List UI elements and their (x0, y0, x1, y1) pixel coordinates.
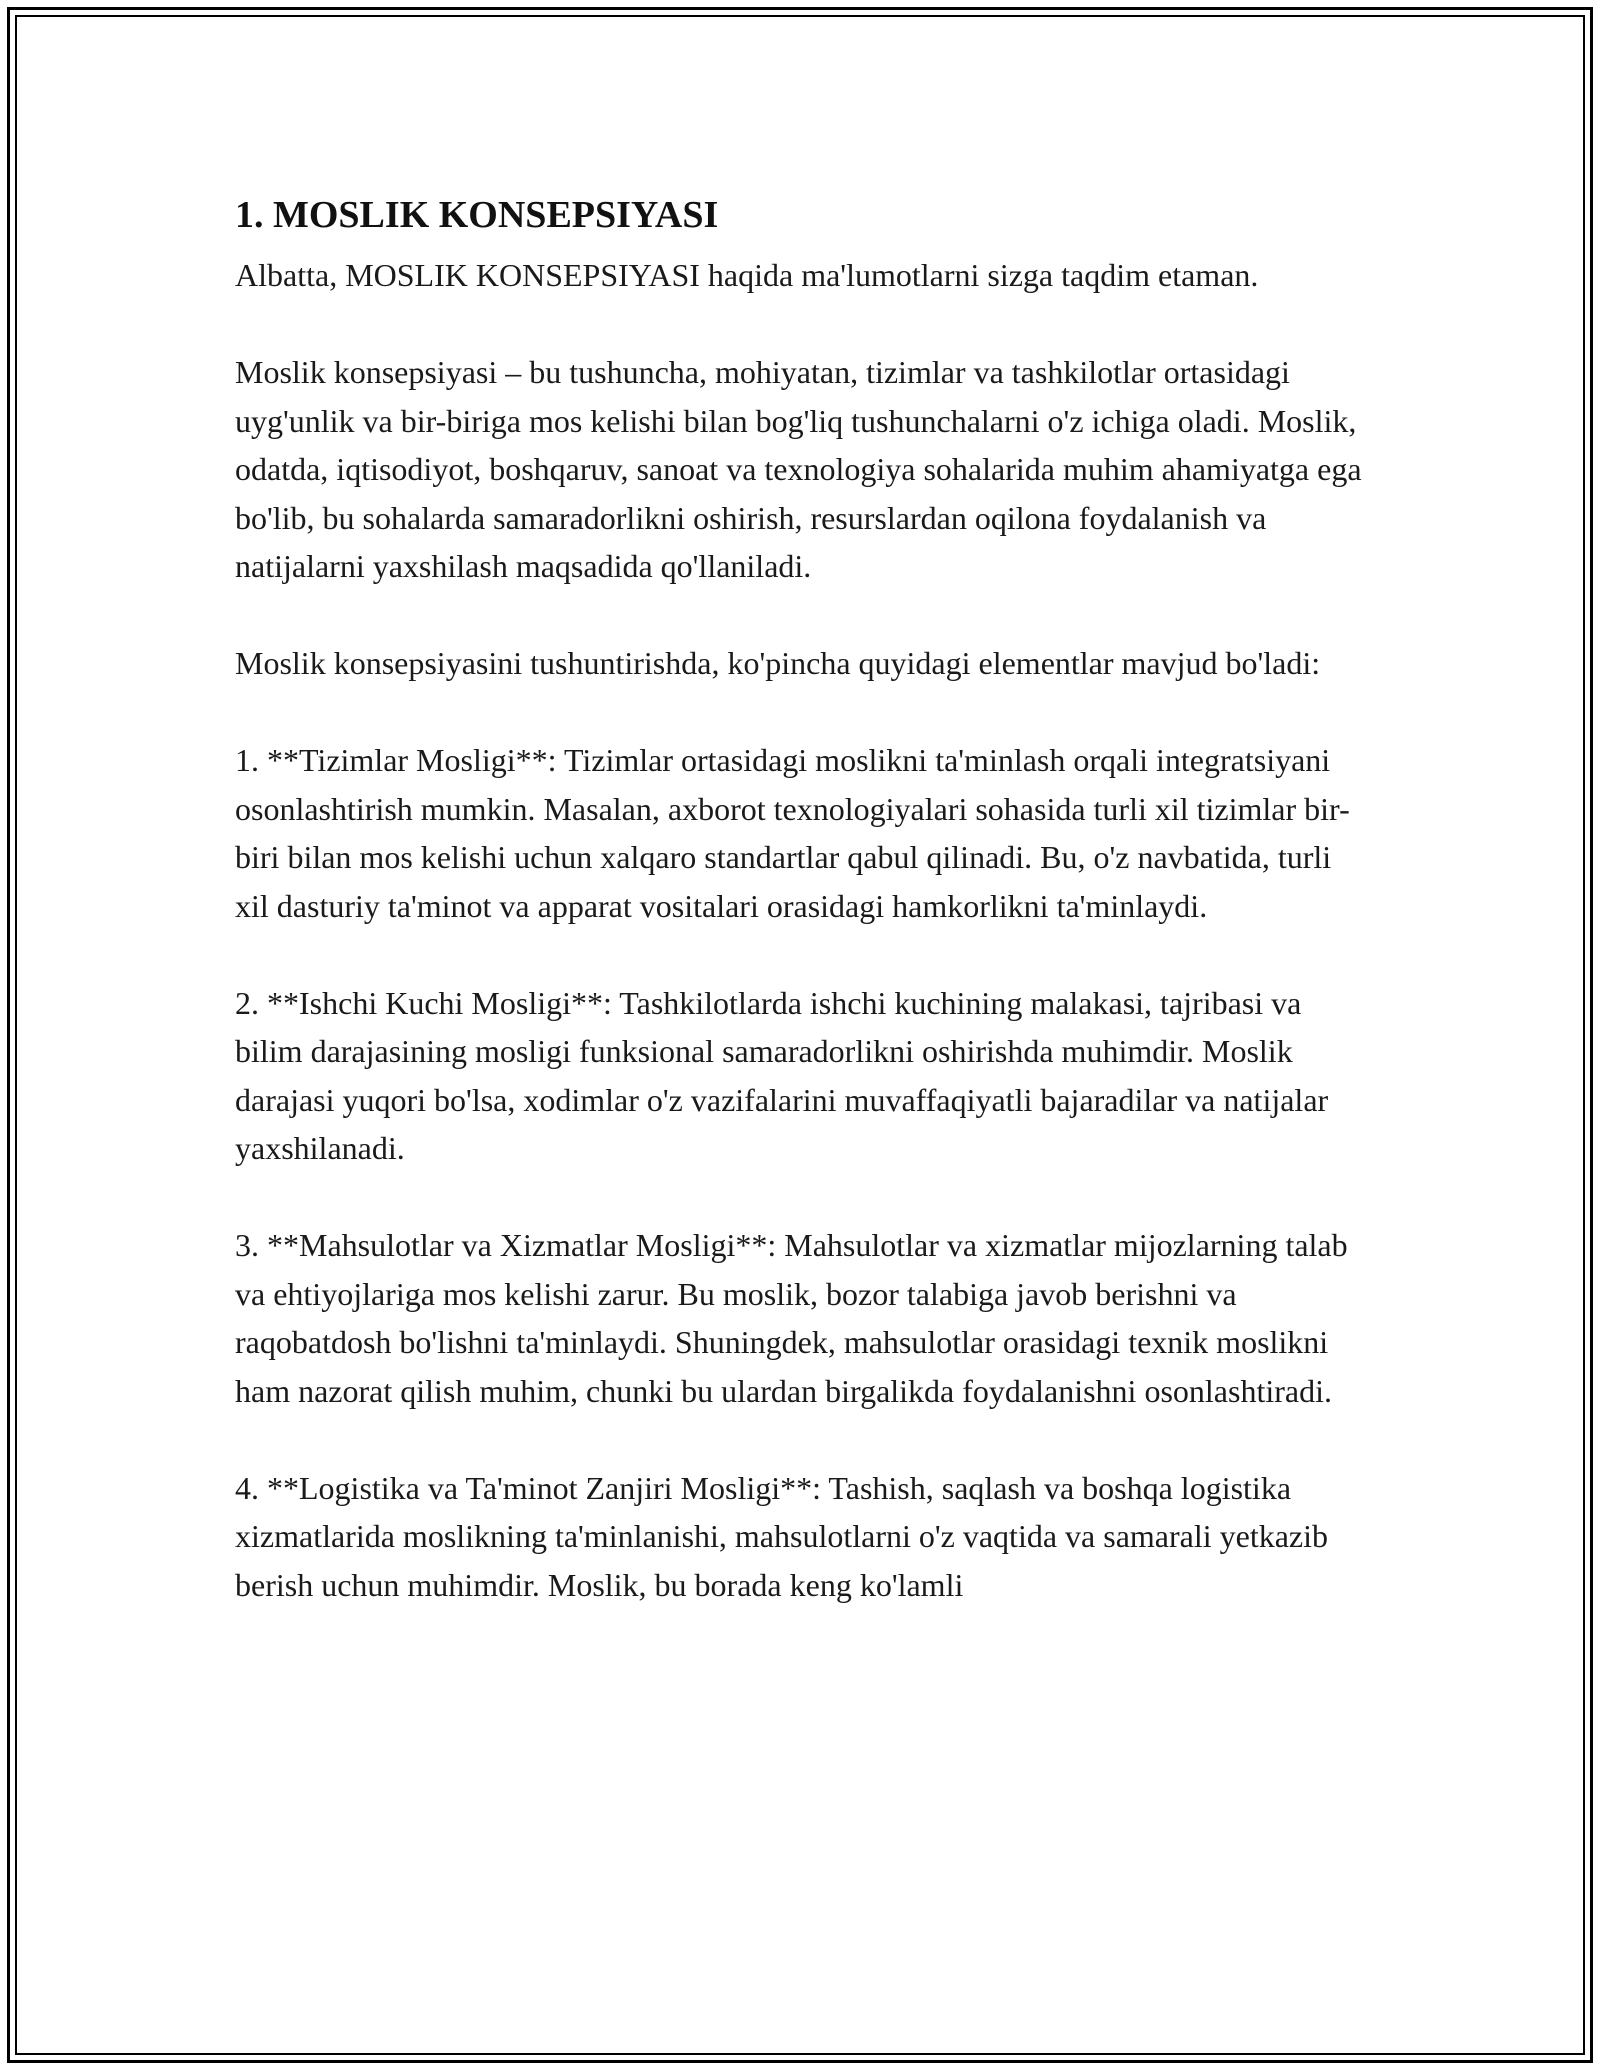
list-item-products-services: 3. **Mahsulotlar va Xizmatlar Mosligi**: Mahsulotlar va xizmatlar mijozlarning talab va ehtiyojlariga mos kelishi zarur. Bu moslik, bozor talabiga javob berishni va raqobatdosh bo'lishni ta'minlaydi. Shuningdek, mahsulotlar orasidagi texnik moslikni ham nazorat qilish muhim, chunki bu ulardan birgalikda foydalanishni osonlashtiradi. (235, 1227, 1348, 1409)
document-body (235, 185, 1365, 1658)
list-item-workforce: 2. **Ishchi Kuchi Mosligi**: Tashkilotlarda ishchi kuchining malakasi, tajribasi va bilim darajasining mosligi funksional samaradorlikni oshirishda muhimdir. Moslik darajasi yuqori bo'lsa, xodimlar o'z vazifalarini muvaffaqiyatli bajaradilar va natijalar yaxshilanadi. (235, 984, 1329, 1166)
intro-paragraph: Albatta, MOSLIK KONSEPSIYASI haqida ma'lumotlarni sizga taqdim etaman. (235, 257, 1259, 293)
definition-paragraph: Moslik konsepsiyasi – bu tushuncha, mohiyatan, tizimlar va tashkilotlar ortasidagi uyg'unlik va bir-biriga mos kelishi bilan bog'liq tushunchalarni o'z ichiga oladi. Moslik, odatda, iqtisodiyot, boshqaruv, sanoat va texnologiya sohalarida muhim ahamiyatga ega bo'lib, bu sohalarda samaradorlikni oshirish, resurslardan oqilona foydalanish va natijalarni yaxshilash maqsadida qo'llaniladi. (235, 354, 1362, 584)
document-title: 1. MOSLIK KONSEPSIYASI (235, 194, 719, 236)
elements-intro-paragraph: Moslik konsepsiyasini tushuntirishda, ko'pincha quyidagi elementlar mavjud bo'ladi: (235, 645, 1321, 681)
list-item-logistics: 4. **Logistika va Ta'minot Zanjiri Mosligi**: Tashish, saqlash va boshqa logistika xizmatlarida moslikning ta'minlanishi, mahsulotlarni o'z vaqtida va samarali yetkazib berish uchun muhimdir. Moslik, bu borada keng ko'lamli (235, 1469, 1329, 1603)
list-item-systems: 1. **Tizimlar Mosligi**: Tizimlar ortasidagi moslikni ta'minlash orqali integratsiyani osonlashtirish mumkin. Masalan, axborot texnologiyalari sohasida turli xil tizimlar bir-biri bilan mos kelishi uchun xalqaro standartlar qabul qilinadi. Bu, o'z navbatida, turli xil dasturiy ta'minot va apparat vositalari orasidagi hamkorlikni ta'minlaydi. (235, 742, 1350, 924)
